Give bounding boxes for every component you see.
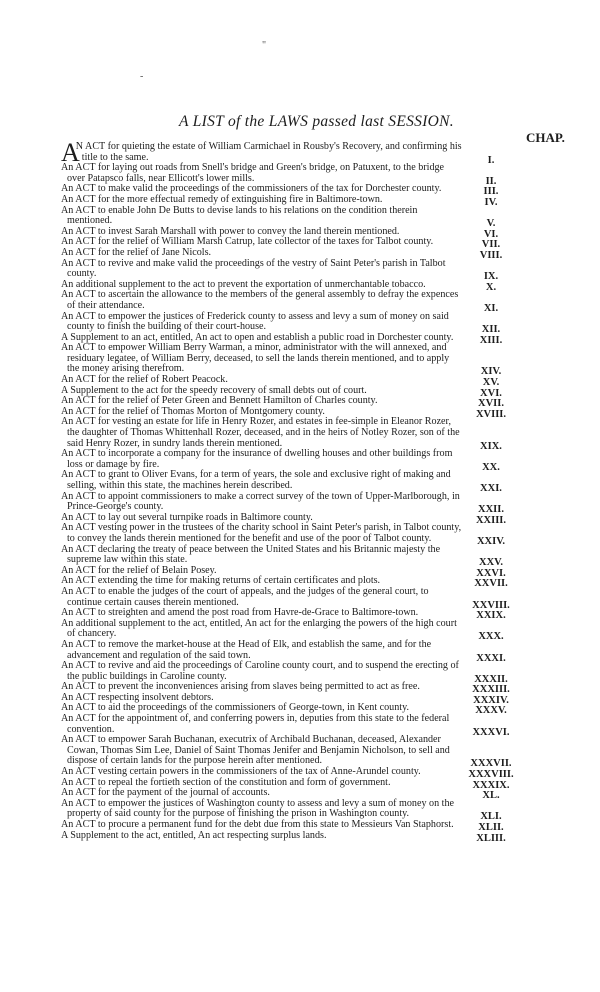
law-title: An ACT to appoint commissioners to make a correct survey of the town of Upper-Marlborough, in Prince-George's county.: [61, 490, 460, 513]
law-entry: [61, 342, 547, 378]
law-entry: [61, 162, 547, 187]
chapter-number: XVII.: [478, 398, 504, 410]
law-entry: [61, 416, 547, 452]
law-entry: [61, 734, 547, 770]
chapter-number: XXXVIII.: [468, 769, 514, 781]
law-title: An ACT to empower the justices of Washington county to assess and levy a sum of money on the property of said county for the purpose of finishing the prison in Washington county.: [61, 797, 454, 820]
law-entry: [61, 797, 547, 823]
chapter-number: XII.: [481, 324, 501, 336]
law-entry: [61, 617, 547, 643]
law-title: An ACT to procure a permanent fund for the debt due from this state to Messieurs Van Staphorst.: [61, 819, 454, 830]
law-entry: [61, 585, 547, 611]
chapter-number: XXXIV.: [473, 694, 509, 706]
law-entry: [61, 522, 547, 547]
chapter-number: XXII.: [478, 504, 504, 516]
chapter-number: XXXI.: [476, 652, 506, 664]
chapter-number: XVIII.: [475, 408, 507, 420]
law-title: An ACT vesting certain powers in the commissioners of the tax of Anne-Arundel county.: [61, 766, 421, 778]
law-entry: [61, 448, 547, 473]
law-title: An ACT for the relief of Peter Green and Bennett Hamilton of Charles county.: [61, 395, 378, 407]
law-title: An ACT for vesting an estate for life in Henry Rozer, and estates in fee-simple in Eleanor Rozer, the daughter of Thomas Whittenhall Rozer, deceased, and in the heirs of Notley Rozer, son of the said Henry Rozer, in sundry lands therein mentioned.: [61, 416, 460, 449]
law-title: An ACT to aid the proceedings of the commissioners of George-town, in Kent county.: [61, 702, 409, 714]
chapter-number: XL.: [482, 790, 500, 802]
law-title: An ACT respecting insolvent debtors.: [61, 691, 214, 703]
law-title: An ACT for the relief of William Marsh Catrup, late collector of the taxes for Talbot county.: [61, 236, 434, 248]
law-entry: [61, 289, 547, 314]
law-entry: [61, 257, 547, 283]
chapter-number: XX.: [482, 461, 500, 473]
chapter-number: XXXII.: [474, 673, 508, 685]
law-title: An ACT for the more effectual remedy of extinguishing fire in Baltimore-town.: [61, 193, 383, 205]
law-title: An ACT to repeal the fortieth section of the constitution and form of government.: [61, 776, 391, 788]
law-entry: [61, 204, 547, 230]
chapter-number: XLII.: [478, 822, 504, 833]
chapter-number: XXIV.: [476, 535, 506, 547]
law-entry: [61, 638, 547, 664]
law-title: An ACT to remove the market-house at the Head of Elk, and establish the same, and for the advancement and regulation of the said town.: [61, 638, 432, 661]
chapter-number: XV.: [482, 377, 500, 389]
chapter-number: XIV.: [480, 366, 502, 378]
chapter-number: XLI.: [480, 811, 502, 823]
chapter-number: X.: [485, 281, 497, 293]
law-entry: [61, 138, 547, 167]
chapter-number: VIII.: [479, 249, 503, 261]
law-title: An ACT for the payment of the journal of accounts.: [61, 787, 270, 799]
law-title: An ACT to enable the judges of the court of appeals, and the judges of the general court, to continue certain causes therein mentioned.: [61, 585, 429, 608]
law-title: An ACT to revive and aid the proceedings of Caroline county court, and to suspend the erecting of the public buildings in Caroline county.: [61, 660, 459, 682]
law-title: An ACT to invest Sarah Marshall with power to convey the land therein mentioned.: [61, 225, 400, 237]
law-entry: [61, 310, 547, 336]
law-title: An ACT to grant to Oliver Evans, for a term of years, the sole and exclusive right of making and selling, within this state, the machines herein described.: [61, 469, 451, 491]
law-title: An ACT for laying out roads from Snell's bridge and Green's bridge, on Patuxent, to the bridge over Patapsco falls, near Ellicott's lower mills.: [61, 162, 445, 184]
law-entry: [61, 490, 547, 516]
law-title: An ACT declaring the treaty of peace between the United States and his Britannic majesty the supreme law within this state.: [61, 543, 441, 566]
law-title: A Supplement to an act, entitled, An act to open and establish a public road in Dorchester county.: [61, 331, 454, 343]
law-title: An ACT to empower Sarah Buchanan, executrix of Archibald Buchanan, deceased, Alexander Cowan, Thomas Sim Lee, Daniel of Saint Thomas Jenifer and Benjamin Nicholson, to sell and dispose of certain lands for the purpose herein after mentioned.: [61, 734, 450, 767]
law-title: An ACT for the relief of Thomas Morton of Montgomery county.: [61, 405, 325, 417]
chapter-number: VI.: [483, 228, 499, 240]
chapter-number: XXVIII.: [472, 599, 510, 611]
chapter-number: XI.: [483, 302, 499, 314]
law-title: An ACT for the appointment of, and conferring powers in, deputies from this state to the federal convention.: [61, 713, 450, 735]
chapter-number: III.: [483, 186, 499, 198]
law-entry: [61, 248, 547, 259]
chapter-number: XXXIII.: [472, 684, 510, 696]
law-title: An ACT to streighten and amend the post road from Havre-de-Grace to Baltimore-town.: [61, 607, 419, 619]
law-title: An additional supplement to the act to prevent the exportation of unmerchantable tobacco.: [61, 278, 426, 290]
law-entry: [61, 469, 547, 494]
chapter-number: XXX.: [478, 631, 504, 643]
chapter-number: VII.: [481, 239, 501, 251]
chapter-number: XXVI.: [476, 567, 506, 579]
page-title: A LIST of the LAWS passed last SESSION.: [179, 113, 454, 130]
chapter-number: XXXIX.: [472, 779, 510, 791]
law-title: An ACT to empower William Berry Warman, a minor, administrator with the will annexed, and residuary legatee, of William Berry, deceased, to sell the lands therein mentioned, and to apply the money arising therefrom.: [61, 342, 450, 375]
laws-list: [61, 138, 547, 844]
law-title: An ACT to make valid the proceedings of the commissioners of the tax for Dorchester county.: [61, 183, 442, 195]
chapter-number: XXI.: [480, 483, 502, 494]
chapter-number: XXIX.: [476, 610, 506, 622]
law-title: An ACT to enable John De Butts to devise lands to his relations on the condition therein mentioned.: [61, 204, 418, 227]
law-title: An ACT extending the time for making returns of certain certificates and plots.: [61, 575, 381, 587]
chapter-number: II.: [485, 175, 497, 187]
law-title: An additional supplement to the act, entitled, An act for the enlarging the powers of the high court of chancery.: [61, 617, 457, 640]
law-title: An ACT to revive and make valid the proceedings of the vestry of Saint Peter's parish in Talbot county.: [61, 257, 446, 280]
chapter-number: XXXVI.: [472, 726, 510, 738]
chapter-number: IX.: [483, 271, 499, 283]
chapter-number: XXVII.: [474, 578, 508, 590]
chapter-number: IV.: [484, 196, 498, 208]
law-title: An ACT for the relief of Belain Posey.: [61, 564, 217, 576]
stray-mark-top: ": [262, 40, 267, 51]
law-title: AN ACT for quieting the estate of William Carmichael in Rousby's Recovery, and confirming his title to the same.: [61, 138, 462, 167]
chapter-column-heading: CHAP.: [526, 130, 565, 145]
chapter-number: XVI.: [480, 387, 502, 399]
chapter-number: XXXVII.: [470, 758, 512, 770]
law-title: An ACT to lay out several turnpike roads in Baltimore county.: [61, 511, 313, 523]
chapter-number: XXV.: [478, 557, 504, 569]
law-title: An ACT vesting power in the trustees of the charity school in Saint Peter's parish, in Talbot county, to convey the lands therein mentioned for the benefit and use of the poor of Talbot county.: [61, 522, 462, 544]
chapter-number: XLIII.: [476, 832, 506, 844]
law-entry: [61, 820, 547, 831]
law-title: An ACT to prevent the inconveniences arising from slaves being permitted to act as free.: [61, 681, 420, 693]
chapter-number: V.: [486, 218, 496, 230]
chapter-number: I.: [487, 154, 495, 166]
law-title: An ACT to incorporate a company for the insurance of dwelling houses and other buildings from loss or damage by fire.: [61, 448, 453, 470]
law-title: A Supplement to the act, entitled, An act respecting surplus lands.: [61, 829, 327, 841]
law-entry: [61, 660, 547, 685]
chapter-number: XIII.: [479, 334, 503, 346]
law-entry: [61, 543, 547, 569]
chapter-number: XIX.: [480, 440, 502, 452]
law-title: An ACT for the relief of Jane Nicols.: [61, 246, 212, 258]
law-title: An ACT for the relief of Robert Peacock.: [61, 374, 228, 386]
law-title: An ACT to empower the justices of Frederick county to assess and levy a sum of money on said county to finish the building of their court-house.: [61, 310, 449, 333]
law-entry: [61, 195, 547, 206]
chapter-number: XXXV.: [475, 705, 507, 717]
law-title: An ACT to ascertain the allowance to the members of the general assembly to defray the expences of their attendance.: [61, 289, 459, 311]
chapter-number: XXIII.: [475, 514, 507, 526]
law-title: A Supplement to the act for the speedy recovery of small debts out of court.: [61, 384, 367, 396]
law-entry: [61, 713, 547, 738]
stray-mark-left: -: [140, 71, 144, 82]
law-entry: [61, 831, 547, 842]
